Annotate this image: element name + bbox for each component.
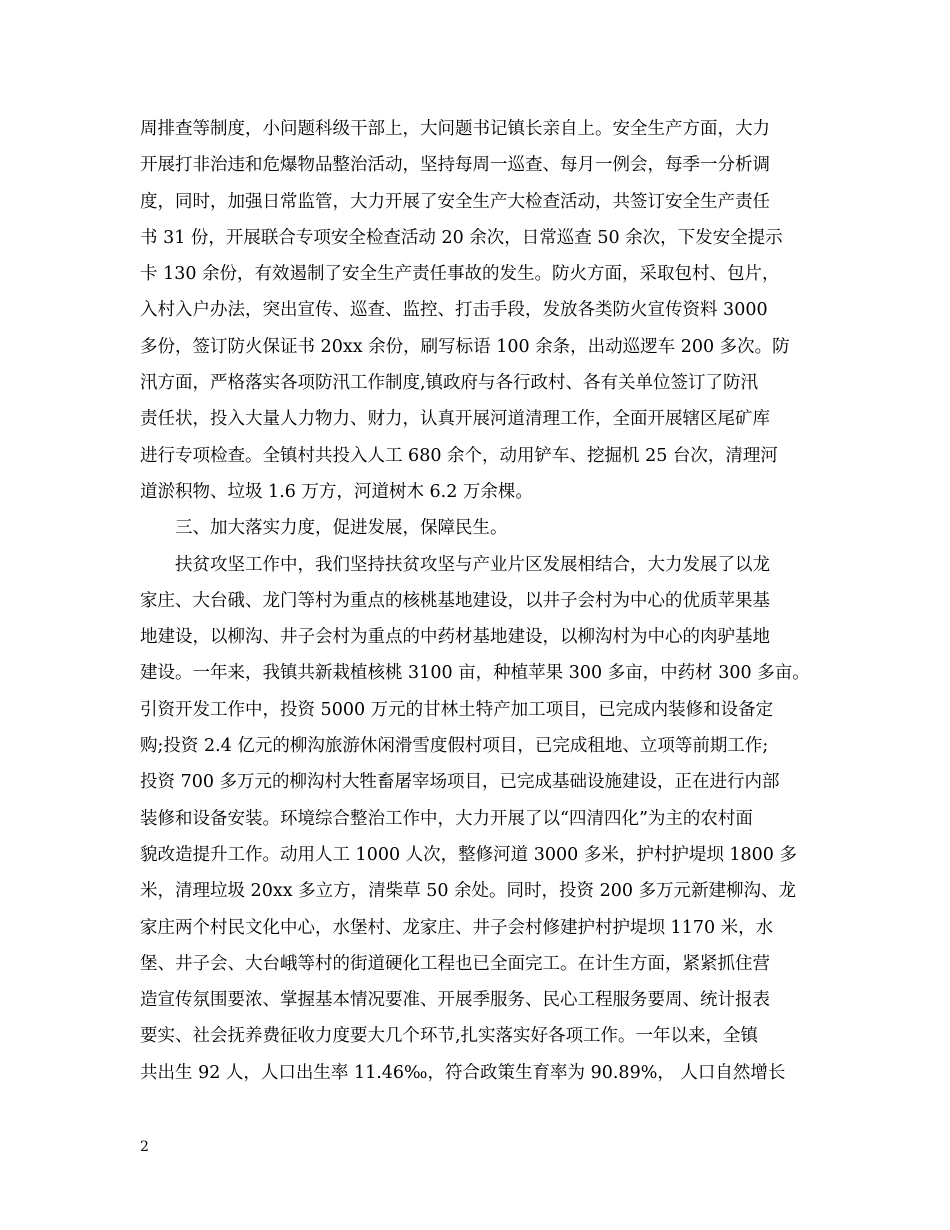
text-line: 汛方面，严格落实各项防汛工作制度,镇政府与各行政村、各有关单位签订了防汛 — [140, 373, 759, 394]
text-line: 责任状，投入大量人力物力、财力，认真开展河道清理工作，全面开展辖区尾矿库 — [140, 409, 770, 430]
text-line: 多份，签订防火保证书 20xx 余份，刷写标语 100 余条，出动巡逻车 200 多次。防 — [140, 336, 790, 357]
text-line: 造宣传氛围要浓、掌握基本情况要准、开展季服务、民心工程服务要周、统计报表 — [140, 990, 770, 1011]
text-line: 购;投资 2.4 亿元的柳沟旅游休闲滑雪度假村项目，已完成租地、立项等前期工作; — [140, 736, 769, 757]
text-line: 投资 700 多万元的柳沟村大牲畜屠宰场项目，已完成基础设施建设，正在进行内部 — [140, 772, 780, 793]
page-number: 2 — [140, 1139, 149, 1155]
text-line: 入村入户办法，突出宣传、巡查、监控、打击手段，发放各类防火宣传资料 3000 — [140, 300, 768, 321]
text-line: 建设。一年来，我镇共新栽植核桃 3100 亩，种植苹果 300 多亩，中药材 300 多亩。 — [140, 663, 810, 684]
text-line: 道淤积物、垃圾 1.6 万方，河道树木 6.2 万余棵。 — [140, 481, 533, 502]
text-line: 装修和设备安装。环境综合整治工作中，大力开展了以“四清四化”为主的农村面 — [140, 808, 753, 829]
text-line: 扶贫攻坚工作中，我们坚持扶贫攻坚与产业片区发展相结合，大力发展了以龙 — [175, 554, 770, 575]
text-line: 米，清理垃圾 20xx 多立方，清柴草 50 余处。同时，投资 200 多万元新建柳沟、龙 — [140, 881, 797, 902]
text-line: 家庄两个村民文化中心，水堡村、龙家庄、井子会村修建护村护堤坝 1170 米，水 — [140, 917, 774, 938]
text-line: 进行专项检查。全镇村共投入人工 680 余个，动用铲车、挖掘机 25 台次，清理河 — [140, 445, 778, 466]
text-line: 共出生 92 人，人口出生率 11.46‰，符合政策生育率为 90.89%， 人口自然增长 — [140, 1062, 786, 1083]
text-line: 度，同时，加强日常监管，大力开展了安全生产大检查活动，共签订安全生产责任 — [140, 191, 770, 212]
text-line: 开展打非治违和危爆物品整治活动，坚持每周一巡查、每月一例会，每季一分析调 — [140, 155, 770, 176]
text-line: 引资开发工作中，投资 5000 万元的甘林土特产加工项目，已完成内装修和设备定 — [140, 699, 774, 720]
text-line: 卡 130 余份，有效遏制了安全生产责任事故的发生。防火方面，采取包村、包片， — [140, 264, 780, 285]
text-line: 堡、井子会、大台峨等村的街道硬化工程也已全面完工。在计生方面，紧紧抓住营 — [140, 953, 770, 974]
text-line: 地建设，以柳沟、井子会村为重点的中药材基地建设，以柳沟村为中心的肉驴基地 — [140, 627, 770, 648]
body-text — [140, 111, 812, 1091]
text-line: 家庄、大台硪、龙门等村为重点的核桃基地建设，以井子会村为中心的优质苹果基 — [140, 590, 770, 611]
text-line: 三、加大落实力度，促进发展，保障民生。 — [175, 518, 508, 539]
text-line: 要实、社会抚养费征收力度要大几个环节,扎实落实好各项工作。一年以来，全镇 — [140, 1026, 759, 1047]
text-line: 周排查等制度，小问题科级干部上，大问题书记镇长亲自上。安全生产方面，大力 — [140, 119, 770, 139]
text-line: 书 31 份，开展联合专项安全检查活动 20 余次，日常巡查 50 余次，下发安全提示 — [140, 227, 783, 248]
text-line: 貌改造提升工作。动用人工 1000 人次，整修河道 3000 多米，护村护堤坝 1800 多 — [140, 844, 797, 865]
